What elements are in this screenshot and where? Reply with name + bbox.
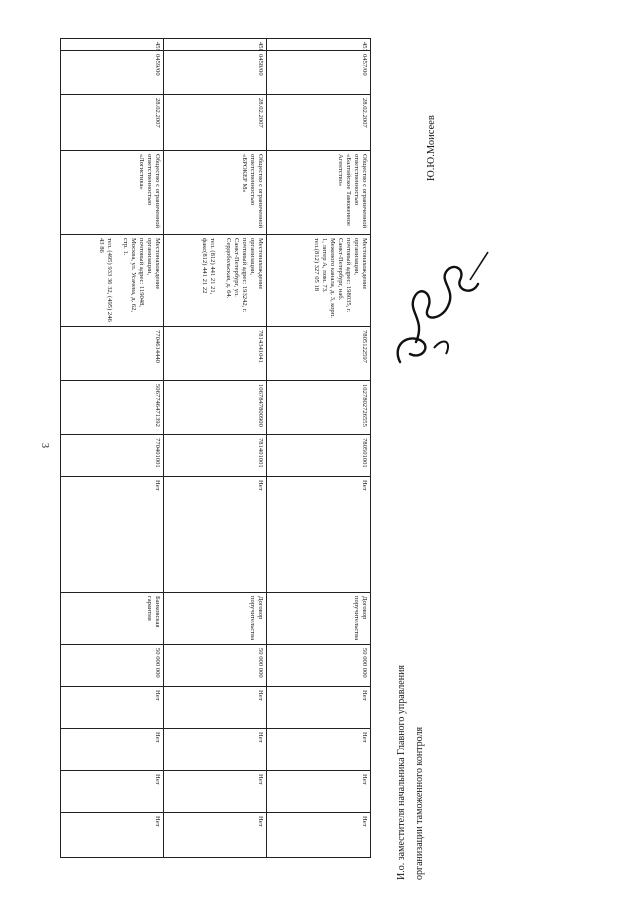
- signatory-title: [393, 665, 429, 880]
- kpp: 781401001: [164, 435, 267, 477]
- organization-address: Местонахождение организации, почтовый адрес: 119048, Москва, ул. Усачева, д. 62, стр. 1. тел. (495) 933 36 32, (495) 246 43 86: [61, 235, 164, 327]
- registration-date: 28.02.2007: [61, 95, 164, 151]
- ogrn: 1067847800900: [164, 381, 267, 435]
- column-value: Нет: [267, 771, 371, 813]
- column-value: Нет: [61, 729, 164, 771]
- organization-address: Местонахождение организации, почтовый адрес: 193242, г. Санкт-Петербург, ул. Сердобольская, д. 64. тел. (812) 441 21 21, факс(812) 441 21 22: [164, 235, 267, 327]
- organization-name: Общество с ограниченной ответственностью «Логистика»: [61, 151, 164, 235]
- table-row: [61, 39, 164, 858]
- signatory-name: Ю.Ю.Моисеев: [426, 115, 437, 181]
- branches: Нет: [61, 477, 164, 593]
- column-value: Нет: [61, 813, 164, 858]
- column-value: Нет: [267, 813, 371, 858]
- registration-date: 28.02.2007: [164, 95, 267, 151]
- table-row: [164, 39, 267, 858]
- row-number: 457: [267, 39, 371, 51]
- signatory-title-line1: И.о. заместителя начальника Главного управления: [396, 664, 407, 880]
- page-number: 3: [39, 443, 50, 448]
- organization-address: Местонахождение организации, почтовый адрес: 198035, г. Санкт-Петербург, наб. Межевого канала, д. 3, корп. 1, литер А, пом. 73. тел.(812) 327 05 18: [267, 235, 371, 327]
- column-value: Нет: [164, 771, 267, 813]
- registration-date: 28.02.2007: [267, 95, 371, 151]
- column-value: Нет: [61, 687, 164, 729]
- signatory-title-line2: организации таможенного контроля: [414, 726, 425, 880]
- column-value: Нет: [164, 813, 267, 858]
- security-type: Договор поручительства: [267, 593, 371, 645]
- kpp: 780501001: [267, 435, 371, 477]
- inn: 7805122597: [267, 327, 371, 381]
- ogrn: 1027802726555: [267, 381, 371, 435]
- security-sum: 50 000 000: [267, 645, 371, 687]
- registration-number: 0458/00: [164, 51, 267, 95]
- security-type: Договор поручительства: [164, 593, 267, 645]
- branches: Нет: [164, 477, 267, 593]
- security-sum: 50 000 000: [61, 645, 164, 687]
- table-row: [267, 39, 371, 858]
- column-value: Нет: [164, 687, 267, 729]
- inn: 7704614440: [61, 327, 164, 381]
- registration-number: 0457/00: [267, 51, 371, 95]
- row-number: 459: [61, 39, 164, 51]
- registration-number: 0459/00: [61, 51, 164, 95]
- inn: 7814341041: [164, 327, 267, 381]
- ogrn: 5067746471392: [61, 381, 164, 435]
- kpp: 770401001: [61, 435, 164, 477]
- branches: Нет: [267, 477, 371, 593]
- column-value: Нет: [267, 729, 371, 771]
- column-value: Нет: [164, 729, 267, 771]
- handwritten-signature: [386, 250, 496, 375]
- registry-table: [60, 38, 371, 858]
- organization-name: Общество с ограниченной ответственностью «Балтийское Таможенное Агентство»: [267, 151, 371, 235]
- row-number: 458: [164, 39, 267, 51]
- security-type: Банковская гарантия: [61, 593, 164, 645]
- security-sum: 50 000 000: [164, 645, 267, 687]
- column-value: Нет: [267, 687, 371, 729]
- column-value: Нет: [61, 771, 164, 813]
- organization-name: Общество с ограниченной ответственностью «БРОКЕР М»: [164, 151, 267, 235]
